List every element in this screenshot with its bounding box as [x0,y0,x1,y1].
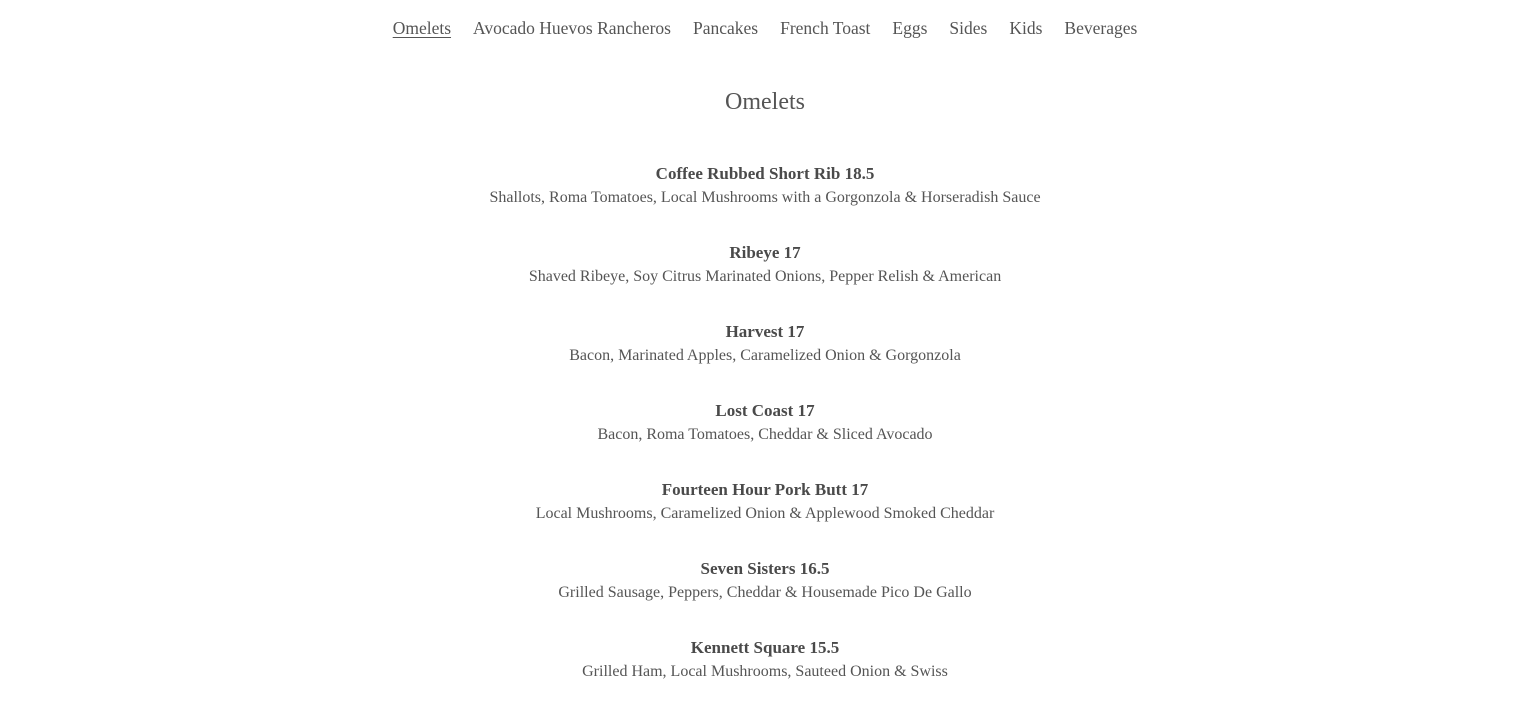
menu-item-price: 17 [797,401,815,420]
menu-item-price: 16.5 [799,559,830,578]
menu-item-price: 18.5 [844,164,875,183]
menu-item-title [0,240,1530,266]
menu-item-description: Shaved Ribeye, Soy Citrus Marinated Onions, Pepper Relish & American [528,268,1002,285]
nav-item-eggs[interactable]: Eggs [892,18,928,38]
menu-item [0,477,1530,556]
menu-item-description: Bacon, Roma Tomatoes, Cheddar & Sliced Avocado [597,426,933,443]
menu-item-name: Harvest [725,322,784,341]
nav-item-sides[interactable]: Sides [949,18,988,38]
nav-item-pancakes[interactable]: Pancakes [692,18,759,38]
menu-item-description: Grilled Sausage, Peppers, Cheddar & Housemade Pico De Gallo [558,584,972,601]
menu-item-name: Seven Sisters [700,559,796,578]
menu-item-price: 17 [851,480,869,499]
menu-item-name: Fourteen Hour Pork Butt [661,480,847,499]
menu-item [0,161,1530,240]
menu-item-price: 17 [787,322,805,341]
menu-item-title [0,635,1530,661]
menu-item-title [0,556,1530,582]
menu-item-name: Lost Coast [715,401,794,420]
menu-item [0,556,1530,635]
nav-item-beverages[interactable]: Beverages [1064,18,1138,38]
menu-item-title [0,398,1530,424]
menu-item [0,319,1530,398]
menu-item-price: 15.5 [809,638,840,657]
menu-item-name: Coffee Rubbed Short Rib [655,164,841,183]
nav-item-avocado-huevos-rancheros[interactable]: Avocado Huevos Rancheros [473,18,671,38]
menu-item-name: Kennett Square [690,638,806,657]
menu-item-description: Local Mushrooms, Caramelized Onion & Applewood Smoked Cheddar [535,505,995,522]
menu-item-price: 17 [783,243,801,262]
menu-items-list [0,161,1530,714]
section-title: Omelets [725,89,805,115]
menu-item-title [0,477,1530,503]
nav-item-french-toast[interactable]: French Toast [780,18,871,38]
menu-item-title [0,319,1530,345]
menu-category-nav [0,14,1530,42]
nav-item-kids[interactable]: Kids [1009,18,1043,38]
menu-item-description: Shallots, Roma Tomatoes, Local Mushrooms with a Gorgonzola & Horseradish Sauce [489,189,1041,206]
menu-item [0,240,1530,319]
menu-item-description: Grilled Ham, Local Mushrooms, Sauteed Onion & Swiss [582,663,948,680]
menu-item-description: Bacon, Marinated Apples, Caramelized Onion & Gorgonzola [569,347,961,364]
menu-item [0,635,1530,714]
nav-item-omelets[interactable]: Omelets [392,18,452,38]
menu-item-title [0,161,1530,187]
menu-item-name: Ribeye [729,243,780,262]
menu-item [0,398,1530,477]
